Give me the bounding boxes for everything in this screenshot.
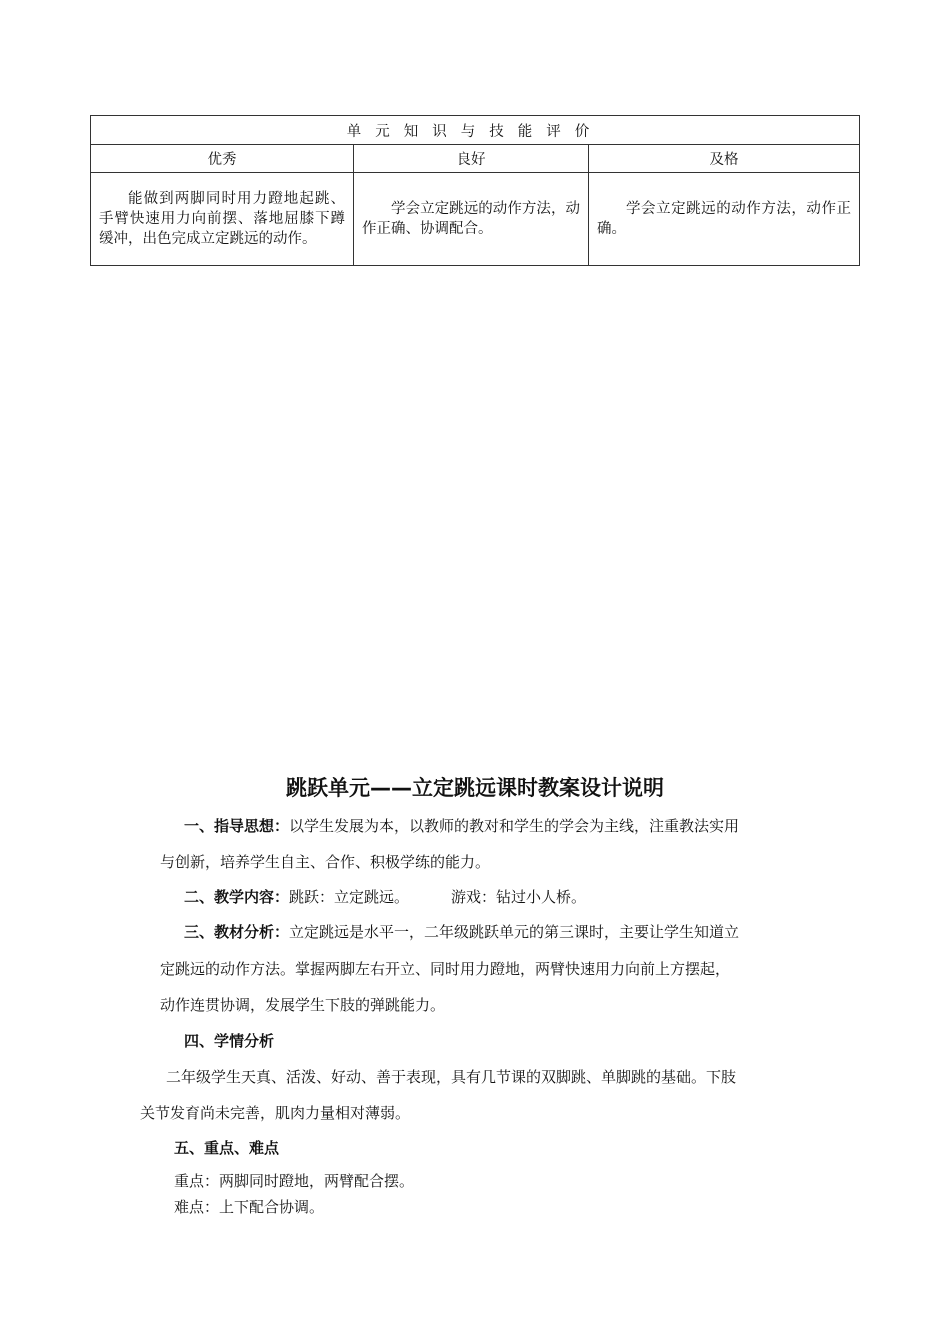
section-material-analysis: [184, 921, 739, 942]
difficult-point: 难点：上下配合协调。: [174, 1198, 325, 1216]
key-point: 重点：两脚同时蹬地，两臂配合摆。: [174, 1172, 415, 1190]
header-good: 良好: [354, 145, 589, 173]
evaluation-table: [90, 115, 860, 266]
document-title: 跳跃单元——立定跳远课时教案设计说明: [286, 776, 664, 800]
cell-excellent: 能做到两脚同时用力蹬地起跳、手臂快速用力向前摆、落地屈膝下蹲缓冲，出色完成立定跳远的动作。: [91, 173, 354, 266]
section-teaching-content: [184, 886, 586, 907]
section-1-line-1: 以学生发展为本，以教师的教对和学生的学会为主线，注重教法实用: [289, 817, 740, 835]
section-1-line-2: 与创新，培养学生自主、合作、积极学练的能力。: [160, 853, 491, 871]
section-2-label: 二、教学内容：: [184, 888, 290, 906]
section-2-text: 跳跃：立定跳远。: [289, 888, 410, 906]
section-2-game: 游戏：钻过小人桥。: [451, 888, 587, 906]
header-excellent: 优秀: [91, 145, 354, 173]
cell-pass: 学会立定跳远的动作方法，动作正确。: [589, 173, 860, 266]
section-3-label: 三、教材分析：: [184, 923, 290, 941]
section-4-line-1: 二年级学生天真、活泼、好动、善于表现，具有几节课的双脚跳、单脚跳的基础。下肢: [166, 1068, 737, 1086]
section-guiding-thought: [184, 815, 739, 836]
section-3-line-3: 动作连贯协调，发展学生下肢的弹跳能力。: [160, 996, 446, 1014]
table-title: 单元知识与技能评价: [91, 116, 860, 145]
section-key-difficult: 五、重点、难点: [174, 1139, 280, 1157]
section-learning-analysis: 四、学情分析: [184, 1032, 275, 1050]
section-3-line-1: 立定跳远是水平一，二年级跳跃单元的第三课时，主要让学生知道立: [289, 923, 740, 941]
cell-good: 学会立定跳远的动作方法，动作正确、协调配合。: [354, 173, 589, 266]
section-4-line-2: 关节发育尚未完善，肌肉力量相对薄弱。: [140, 1104, 411, 1122]
section-1-label: 一、指导思想：: [184, 817, 290, 835]
section-3-line-2: 定跳远的动作方法。掌握两脚左右开立、同时用力蹬地，两臂快速用力向前上方摆起，: [160, 960, 731, 978]
header-pass: 及格: [589, 145, 860, 173]
